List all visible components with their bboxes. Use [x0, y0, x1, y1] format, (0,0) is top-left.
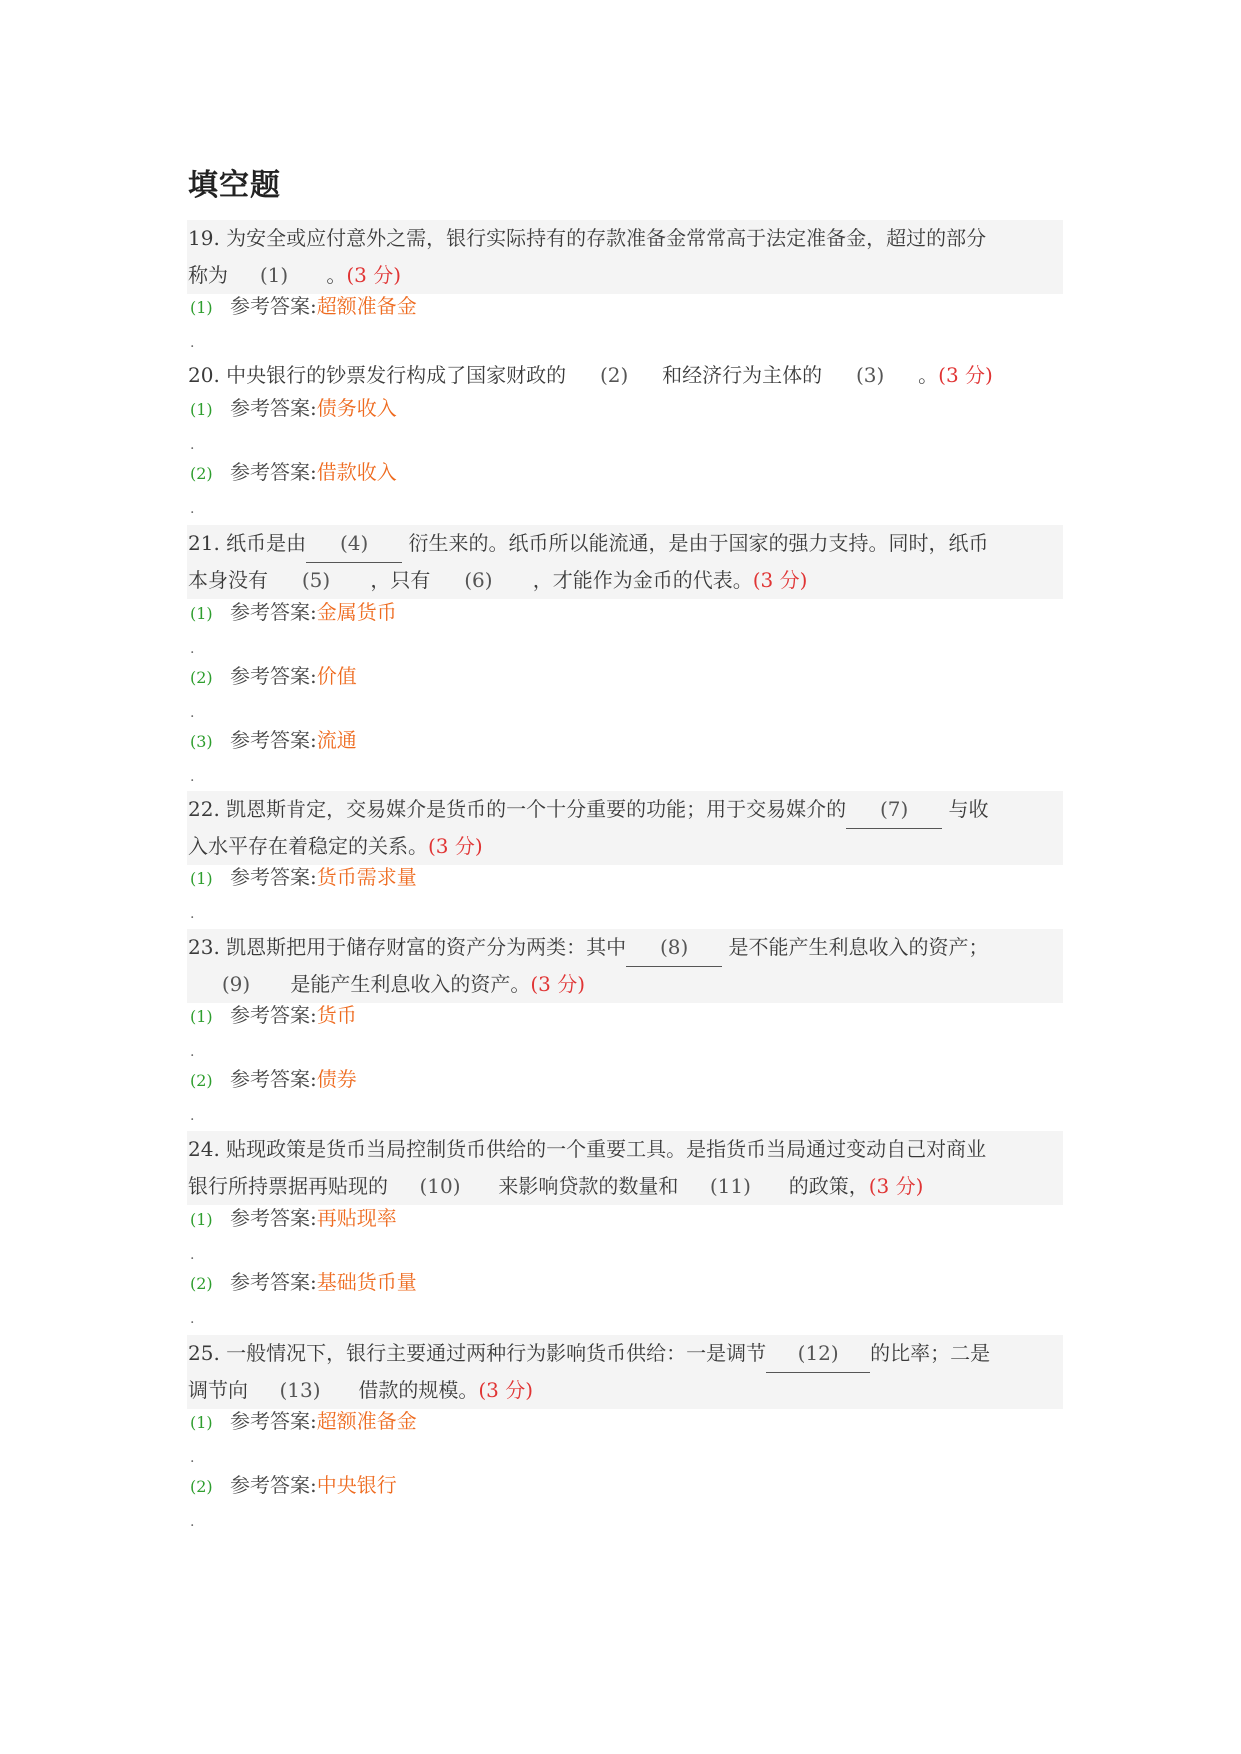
- question-text: ，才能作为金币的代表。: [526, 568, 753, 592]
- separator-dot: .: [190, 335, 195, 351]
- question-text: 来影响贷款的数量和: [492, 1174, 679, 1198]
- answer-row: [190, 862, 417, 892]
- answer-label: 参考答案:: [230, 865, 317, 889]
- separator-dot: .: [190, 1247, 195, 1263]
- score-label: (3 分): [530, 972, 586, 996]
- question-text: 借款的规模。: [352, 1378, 479, 1402]
- score-label: (3 分): [428, 834, 483, 858]
- question-text: 23. 凯恩斯把用于储存财富的资产分为两类：其中: [188, 935, 627, 959]
- blank-12: (12): [766, 1335, 870, 1373]
- score-label: (3 分): [752, 568, 808, 592]
- answer-number: (2): [190, 1477, 213, 1496]
- answer-number: (1): [190, 604, 213, 623]
- blank-7: (7): [846, 791, 942, 829]
- separator-dot: .: [190, 1514, 195, 1530]
- answer-row: [190, 1064, 357, 1094]
- question-23: [187, 929, 1063, 1003]
- separator-dot: .: [190, 641, 195, 657]
- answer-number: (1): [190, 298, 213, 317]
- answer-row: [190, 725, 357, 755]
- blank-10: (10): [388, 1168, 492, 1205]
- answer-value: 货币: [316, 1003, 357, 1027]
- question-22: [187, 791, 1063, 865]
- blank-11: (11): [678, 1168, 782, 1205]
- answer-row: [190, 1470, 397, 1500]
- section-title: 填空题: [188, 168, 281, 203]
- separator-dot: .: [190, 906, 195, 922]
- score-label: (3 分): [346, 263, 402, 287]
- answer-number: (2): [190, 464, 213, 483]
- answer-value: 中央银行: [316, 1473, 397, 1497]
- blank-9: (9): [188, 966, 284, 1003]
- answer-row: [190, 597, 397, 627]
- question-text: 和经济行为主体的: [662, 363, 823, 387]
- separator-dot: .: [190, 769, 195, 785]
- question-19: [187, 220, 1063, 294]
- question-text: 与收: [942, 797, 989, 821]
- blank-4: (4): [306, 525, 402, 563]
- answer-value: 流通: [316, 728, 357, 752]
- answer-row: [190, 1406, 417, 1436]
- question-text: 称为: [188, 263, 228, 287]
- separator-dot: .: [190, 501, 195, 517]
- answer-value: 借款收入: [316, 460, 397, 484]
- answer-number: (1): [190, 400, 213, 419]
- separator-dot: .: [190, 1311, 195, 1327]
- answer-value: 债券: [316, 1067, 357, 1091]
- answer-row: [190, 1267, 417, 1297]
- question-21: [187, 525, 1063, 599]
- score-label: (3 分): [938, 363, 993, 387]
- answer-label: 参考答案:: [230, 294, 317, 318]
- separator-dot: .: [190, 1108, 195, 1124]
- question-text: 21. 纸币是由: [188, 531, 307, 555]
- answer-number: (2): [190, 1274, 213, 1293]
- question-text: 的政策，: [782, 1174, 869, 1198]
- answer-number: (1): [190, 1007, 213, 1026]
- question-text: 19. 为安全或应付意外之需，银行实际持有的存款准备金常常高于法定准备金，超过的部分: [188, 226, 987, 250]
- answer-number: (2): [190, 1071, 213, 1090]
- question-24: [187, 1131, 1063, 1205]
- answer-row: [190, 393, 397, 423]
- answer-label: 参考答案:: [230, 600, 317, 624]
- blank-1: (1): [228, 257, 320, 294]
- separator-dot: .: [190, 437, 195, 453]
- answer-number: (1): [190, 1413, 213, 1432]
- blank-5: (5): [268, 562, 364, 599]
- answer-number: (1): [190, 869, 213, 888]
- question-text: 银行所持票据再贴现的: [188, 1174, 388, 1198]
- question-25: [187, 1335, 1063, 1409]
- blank-3: (3): [822, 357, 918, 394]
- blank-6: (6): [430, 562, 526, 599]
- answer-label: 参考答案:: [230, 460, 317, 484]
- answer-value: 货币需求量: [316, 865, 417, 889]
- answer-number: (2): [190, 668, 213, 687]
- answer-row: [190, 661, 357, 691]
- question-text: 22. 凯恩斯肯定，交易媒介是货币的一个十分重要的功能；用于交易媒介的: [188, 797, 847, 821]
- question-text: 是不能产生利息收入的资产；: [722, 935, 989, 959]
- answer-value: 债务收入: [316, 396, 397, 420]
- question-text: 调节向: [188, 1378, 248, 1402]
- blank-8: (8): [626, 929, 722, 967]
- answer-number: (3): [190, 732, 213, 751]
- answer-label: 参考答案:: [230, 396, 317, 420]
- separator-dot: .: [190, 1450, 195, 1466]
- answer-value: 价值: [316, 664, 357, 688]
- question-text: 入水平存在着稳定的关系。: [188, 834, 428, 858]
- answer-row: [190, 291, 417, 321]
- answer-label: 参考答案:: [230, 1003, 317, 1027]
- answer-value: 再贴现率: [316, 1206, 397, 1230]
- answer-label: 参考答案:: [230, 1206, 317, 1230]
- separator-dot: .: [190, 705, 195, 721]
- question-text: 24. 贴现政策是货币当局控制货币供给的一个重要工具。是指货币当局通过变动自己对商业: [188, 1137, 987, 1161]
- question-text: 20. 中央银行的钞票发行构成了国家财政的: [188, 363, 567, 387]
- answer-label: 参考答案:: [230, 1409, 317, 1433]
- answer-value: 超额准备金: [316, 294, 417, 318]
- answer-label: 参考答案:: [230, 728, 317, 752]
- blank-13: (13): [248, 1372, 352, 1409]
- question-text: 是能产生利息收入的资产。: [284, 972, 531, 996]
- question-text: 本身没有: [188, 568, 268, 592]
- answer-number: (1): [190, 1210, 213, 1229]
- answer-label: 参考答案:: [230, 1067, 317, 1091]
- answer-label: 参考答案:: [230, 1270, 317, 1294]
- answer-row: [190, 457, 397, 487]
- question-text: 。: [918, 363, 939, 387]
- score-label: (3 分): [868, 1174, 924, 1198]
- answer-value: 基础货币量: [316, 1270, 417, 1294]
- score-label: (3 分): [478, 1378, 534, 1402]
- answer-row: [190, 1000, 357, 1030]
- question-text: 。: [320, 263, 347, 287]
- question-text: 25. 一般情况下，银行主要通过两种行为影响货币供给：一是调节: [188, 1341, 767, 1365]
- separator-dot: .: [190, 1044, 195, 1060]
- answer-label: 参考答案:: [230, 1473, 317, 1497]
- answer-value: 金属货币: [316, 600, 397, 624]
- blank-2: (2): [566, 357, 662, 394]
- question-text: 的比率；二是: [870, 1341, 991, 1365]
- question-20: [187, 357, 1063, 394]
- question-text: 衍生来的。纸币所以能流通，是由于国家的强力支持。同时，纸币: [402, 531, 989, 555]
- answer-label: 参考答案:: [230, 664, 317, 688]
- question-text: ，只有: [364, 568, 431, 592]
- answer-row: [190, 1203, 397, 1233]
- answer-value: 超额准备金: [316, 1409, 417, 1433]
